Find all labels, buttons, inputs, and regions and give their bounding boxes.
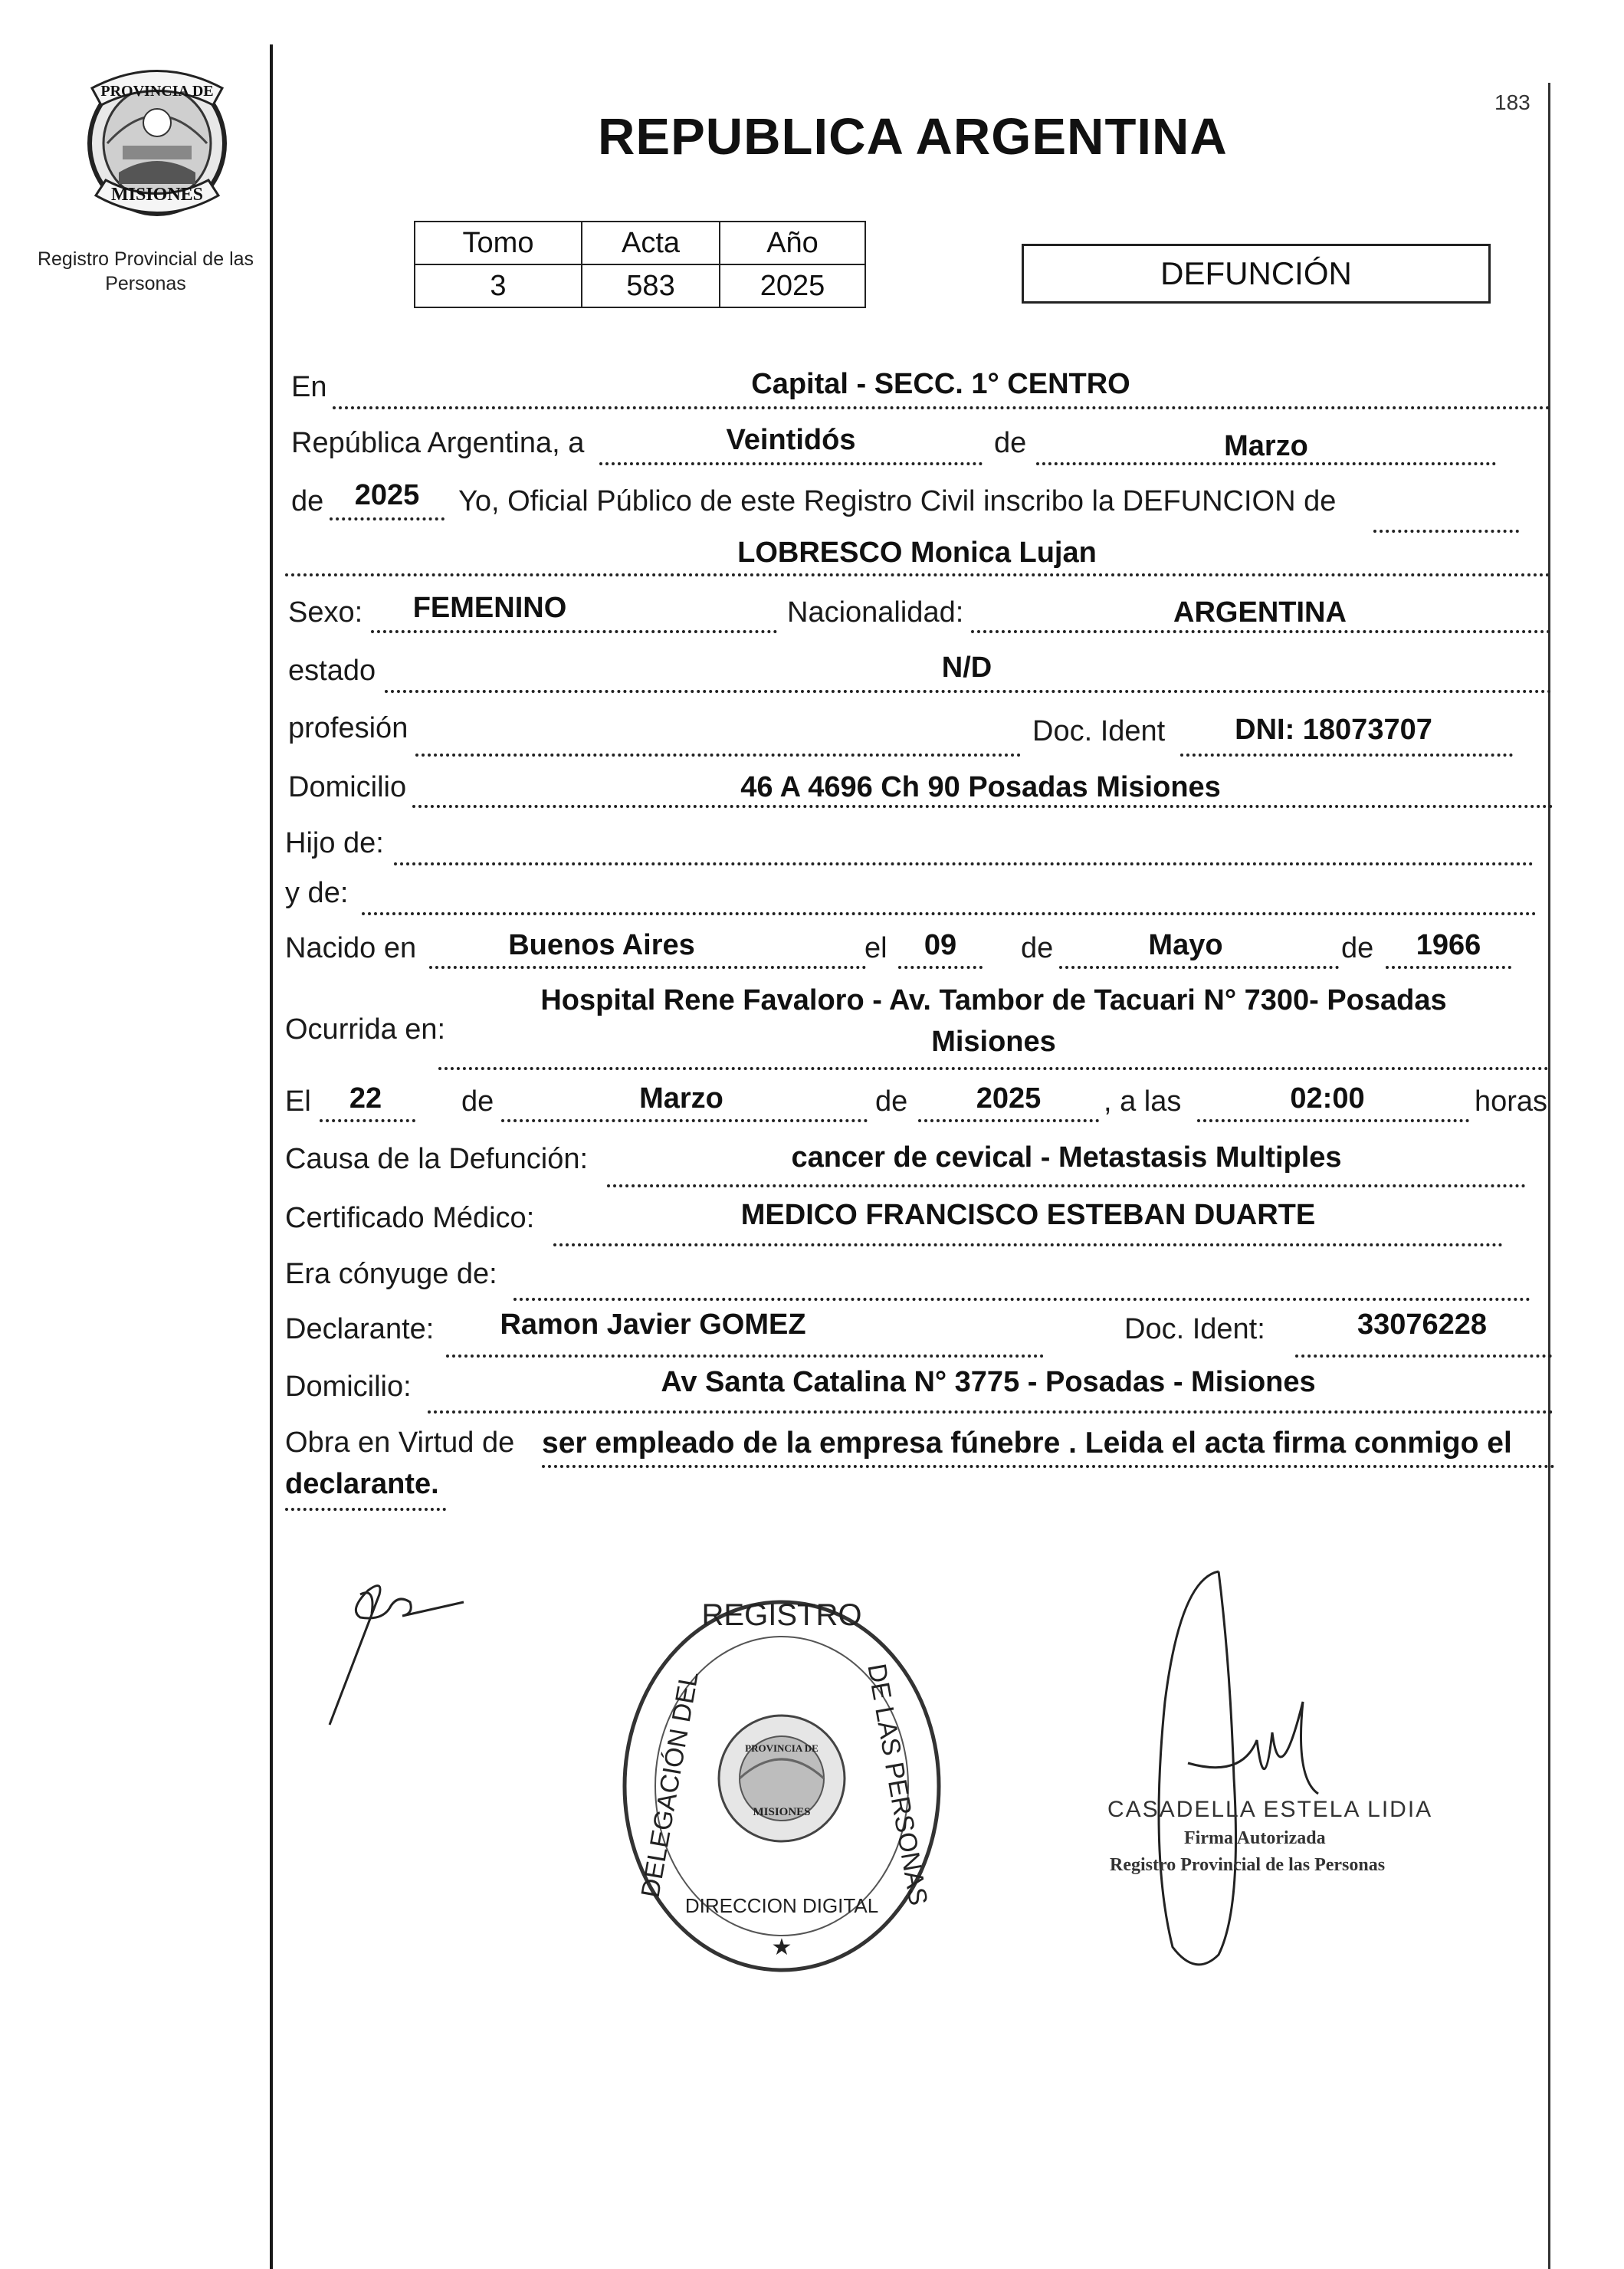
value-hora: 02:00 xyxy=(1290,1082,1365,1115)
value-doc-ident-declarante: 33076228 xyxy=(1357,1309,1488,1341)
fill-line-obra-2 xyxy=(285,1469,446,1511)
official-signature xyxy=(1159,1571,1318,1965)
value-fallecimiento-anio: 2025 xyxy=(976,1082,1042,1115)
label-profesion: profesión xyxy=(288,712,408,744)
record-header-tomo: Tomo xyxy=(415,222,582,264)
seal-top-text: PROVINCIA DE xyxy=(100,83,214,100)
value-fallecimiento-dia: 22 xyxy=(349,1082,382,1115)
record-table-header xyxy=(415,222,865,264)
value-nacido-anio: 1966 xyxy=(1416,929,1481,961)
label-nacido-en: Nacido en xyxy=(285,932,417,964)
value-nacido-dia: 09 xyxy=(924,929,957,961)
row-y-de xyxy=(285,874,1549,918)
row-domicilio-declarante xyxy=(285,1364,1549,1409)
fill-line-ocurrida xyxy=(438,1029,1549,1070)
label-de-mes: de xyxy=(994,427,1027,459)
stamp-ring-text-left: DELEGACIÓN DEL xyxy=(635,1669,704,1900)
row-obra xyxy=(285,1422,1549,1514)
label-doc-ident: Doc. Ident xyxy=(1032,715,1166,747)
record-header-acta: Acta xyxy=(582,222,720,264)
row-nacido xyxy=(285,928,1549,972)
row-conyuge xyxy=(285,1253,1549,1298)
row-domicilio xyxy=(285,767,1549,811)
value-obra-line2: declarante. xyxy=(285,1468,439,1500)
label-el-fallecimiento: El xyxy=(285,1085,311,1118)
signatures-area xyxy=(276,1548,1548,2024)
fill-line-hijo-de xyxy=(394,824,1534,865)
value-domicilio-declarante: Av Santa Catalina N° 3775 - Posadas - Misiones xyxy=(661,1366,1316,1398)
label-doc-ident-declarante: Doc. Ident: xyxy=(1124,1313,1265,1345)
row-sexo xyxy=(285,592,1549,636)
stamp-ring-text-right: DE LAS PERSONAS xyxy=(861,1661,933,1908)
left-margin-rule xyxy=(270,44,273,2269)
value-domicilio: 46 A 4696 Ch 90 Posadas Misiones xyxy=(740,771,1221,803)
value-nombre: LOBRESCO Monica Lujan xyxy=(737,537,1097,569)
value-obra-line1: ser empleado de la empresa fúnebre . Leida el acta firma conmigo el xyxy=(542,1427,1512,1460)
fill-line-conyuge xyxy=(513,1259,1530,1301)
label-el: el xyxy=(864,932,887,964)
row-estado xyxy=(285,652,1549,696)
value-nacido-lugar: Buenos Aires xyxy=(508,929,695,961)
row-ocurrida xyxy=(285,983,1549,1073)
stamp-inner-seal-text-bottom: MISIONES xyxy=(753,1806,811,1818)
fill-line-inscripcion-end xyxy=(1373,491,1519,533)
row-en xyxy=(285,368,1549,412)
fill-line-profesion xyxy=(415,715,1021,757)
value-ocurrida-line2: Misiones xyxy=(931,1026,1056,1058)
stamp-ring-text-top: REGISTRO xyxy=(701,1598,862,1632)
label-horas: horas xyxy=(1475,1085,1548,1118)
label-causa: Causa de la Defunción: xyxy=(285,1143,589,1175)
value-sexo: FEMENINO xyxy=(412,592,567,624)
value-causa: cancer de cevical - Metastasis Multiples xyxy=(791,1141,1342,1174)
fill-line-obra-1 xyxy=(542,1427,1555,1468)
registry-caption: Registro Provincial de las Personas xyxy=(37,248,254,294)
record-type-box: DEFUNCIÓN xyxy=(1022,244,1491,304)
value-nacionalidad: ARGENTINA xyxy=(1173,596,1347,629)
value-declarante: Ramon Javier GOMEZ xyxy=(500,1309,806,1341)
record-value-anio: 2025 xyxy=(720,264,865,307)
label-conyuge: Era cónyuge de: xyxy=(285,1258,497,1290)
value-dia: Veintidós xyxy=(726,424,856,456)
declarant-signature xyxy=(330,1586,464,1725)
row-causa xyxy=(285,1138,1549,1183)
value-nacido-mes: Mayo xyxy=(1148,929,1223,961)
value-mes: Marzo xyxy=(1224,430,1308,462)
official-name-stamp: CASADELLA ESTELA LIDIA xyxy=(1107,1797,1433,1822)
label-de-nacido-mes: de xyxy=(1021,932,1054,964)
label-a-las: , a las xyxy=(1104,1085,1182,1118)
label-de-nacido-anio: de xyxy=(1341,932,1374,964)
label-certificado: Certificado Médico: xyxy=(285,1202,535,1234)
value-certificado: MEDICO FRANCISCO ESTEBAN DUARTE xyxy=(740,1199,1316,1231)
label-domicilio-declarante: Domicilio: xyxy=(285,1371,412,1403)
label-en: En xyxy=(291,371,327,403)
label-republica: República Argentina, a xyxy=(291,427,585,459)
record-value-acta: 583 xyxy=(582,264,720,307)
row-hijo-de xyxy=(285,824,1549,869)
label-estado: estado xyxy=(288,655,376,687)
row-declarante xyxy=(285,1307,1549,1351)
row-fallecimiento xyxy=(285,1081,1549,1125)
label-y-de: y de: xyxy=(285,877,349,909)
stamp-inner-seal-text: PROVINCIA DE xyxy=(745,1742,819,1754)
label-sexo: Sexo: xyxy=(288,596,363,629)
document-title: REPUBLICA ARGENTINA xyxy=(598,108,1228,166)
value-doc-ident: DNI: 18073707 xyxy=(1235,714,1432,746)
value-ocurrida-line1: Hospital Rene Favaloro - Av. Tambor de Tacuari N° 7300- Posadas xyxy=(540,984,1447,1016)
value-estado: N/D xyxy=(941,652,992,684)
label-de-anio: de xyxy=(291,485,324,517)
row-fecha xyxy=(285,424,1549,468)
stamp-inner-text: DIRECCION DIGITAL xyxy=(684,1894,879,1917)
record-table-values xyxy=(415,264,865,307)
label-ocurrida-en: Ocurrida en: xyxy=(285,1013,446,1046)
row-inscripcion xyxy=(285,479,1549,524)
official-org-stamp: Registro Provincial de las Personas xyxy=(1110,1855,1386,1875)
fill-line-y-de xyxy=(362,874,1537,915)
row-certificado xyxy=(285,1196,1549,1240)
label-de-fallecimiento-anio: de xyxy=(875,1085,908,1118)
row-nombre xyxy=(285,535,1549,580)
province-seal-logo xyxy=(77,57,238,222)
value-fallecimiento-mes: Marzo xyxy=(639,1082,723,1115)
record-header-anio: Año xyxy=(720,222,865,264)
value-anio-inscripcion: 2025 xyxy=(354,479,420,511)
label-obra: Obra en Virtud de xyxy=(285,1427,515,1459)
record-table xyxy=(414,221,866,308)
value-en: Capital - SECC. 1° CENTRO xyxy=(751,368,1130,400)
label-hijo-de: Hijo de: xyxy=(285,827,384,859)
registry-oval-stamp xyxy=(625,1598,939,1970)
seal-bottom-text: MISIONES xyxy=(110,185,204,205)
star-icon: ★ xyxy=(771,1935,792,1960)
label-domicilio: Domicilio xyxy=(288,771,407,803)
record-value-tomo: 3 xyxy=(415,264,582,307)
label-nacionalidad: Nacionalidad: xyxy=(787,596,964,629)
row-profesion xyxy=(285,709,1549,754)
label-declarante: Declarante: xyxy=(285,1313,435,1345)
inscripcion-text: Yo, Oficial Público de este Registro Civil inscribo la DEFUNCION de xyxy=(458,485,1337,517)
official-role-stamp: Firma Autorizada xyxy=(1184,1828,1326,1848)
label-de-fallecimiento-mes: de xyxy=(461,1085,494,1118)
page-number: 183 xyxy=(1494,90,1530,114)
